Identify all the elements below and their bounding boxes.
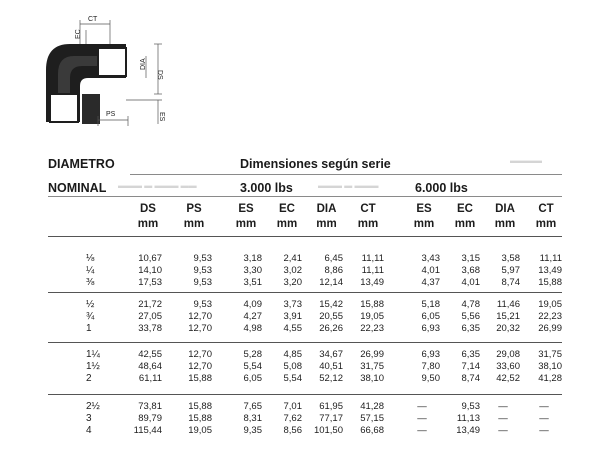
nominal-size: 3: [86, 413, 92, 424]
group-rule: [48, 394, 562, 395]
socket-right: [98, 48, 126, 76]
col-b-ec: EC mm: [454, 203, 476, 230]
nominal-heading: NOMINAL: [48, 181, 107, 195]
series-3000-value: 38,10: [360, 373, 384, 384]
ct-dimension-label: CT: [88, 16, 98, 23]
series-6000-value: 15,21: [496, 311, 520, 322]
ps-value: 12,70: [188, 361, 212, 372]
series-3000-value: 4,09: [243, 299, 262, 310]
series-3000-value: 3,02: [283, 265, 302, 276]
series-3000-value: 4,85: [283, 349, 302, 360]
series-3000-value: 40,51: [319, 361, 343, 372]
ps-value: 12,70: [188, 323, 212, 334]
series-6000-value: 38,10: [538, 361, 562, 372]
series-3000-value: 77,17: [319, 413, 343, 424]
series-3000-value: 101,50: [313, 425, 343, 436]
series-6000-value: —: [417, 413, 427, 424]
series-3000-value: 11,11: [361, 253, 384, 264]
header-rule-bottom: [48, 236, 562, 237]
ds-value: 27,05: [138, 311, 162, 322]
nominal-size: 1½: [86, 361, 100, 372]
ps-value: 15,88: [188, 373, 212, 384]
col-a-ec: EC mm: [276, 203, 298, 230]
socket-bottom: [50, 94, 78, 122]
series-3000-value: 34,67: [319, 349, 343, 360]
ds-value: 42,55: [138, 349, 162, 360]
ds-value: 115,44: [133, 425, 162, 436]
ps-value: 9,53: [193, 277, 212, 288]
series-6000-value: 41,28: [538, 373, 562, 384]
ds-value: 33,78: [138, 323, 162, 334]
series-6000-value: 31,75: [538, 349, 562, 360]
series-6000-value: 4,37: [421, 277, 440, 288]
series-6000-value: —: [498, 425, 508, 436]
series-3000-value: 9,35: [243, 425, 262, 436]
nominal-size: ⅜: [86, 277, 95, 288]
series-3000-value: 3,73: [283, 299, 302, 310]
series-3000-value: 4,27: [243, 311, 262, 322]
series-3000-value: 6,45: [324, 253, 343, 264]
col-b-ct: CT mm: [535, 203, 557, 230]
series-3000-value: 12,14: [319, 277, 343, 288]
series-3000-value: 7,01: [283, 401, 302, 412]
ds-value: 17,53: [138, 277, 162, 288]
nominal-size: ¼: [86, 265, 95, 276]
bleed-through-text: ▬▬▬ ▬ ▬▬▬ ▬▬: [118, 181, 197, 190]
nominal-size: ⅛: [86, 253, 95, 264]
series-6000-value: 15,88: [538, 277, 562, 288]
col-a-ct: CT mm: [357, 203, 379, 230]
series-6000-value: 13,49: [456, 425, 480, 436]
series-6000-value: —: [417, 401, 427, 412]
ds-value: 21,72: [138, 299, 162, 310]
nominal-size: 2: [86, 373, 92, 384]
series-6000-value: 6,05: [421, 311, 440, 322]
dia-dimension-label: DIA: [140, 58, 147, 70]
series-3000-value: 20,55: [319, 311, 343, 322]
series-3000-value: 13,49: [360, 277, 384, 288]
series-3000-value: 5,08: [283, 361, 302, 372]
bleed-through-text: ▬▬▬▬: [510, 156, 542, 165]
header-rule-top: [130, 174, 562, 175]
series-6000-value: 5,18: [421, 299, 440, 310]
series-6000-value: —: [417, 425, 427, 436]
ds-value: 73,81: [138, 401, 162, 412]
ds-value: 48,64: [138, 361, 162, 372]
header-rule-mid: [48, 196, 562, 197]
series-3000-value: 8,56: [283, 425, 302, 436]
series-3000-value: 26,99: [360, 349, 384, 360]
series-6000-value: 9,53: [461, 401, 480, 412]
series-6000-value: 11,13: [456, 413, 480, 424]
series-3000-value: 6,05: [243, 373, 262, 384]
ds-value: 14,10: [138, 265, 162, 276]
series-6000-value: —: [498, 401, 508, 412]
series-6000-heading: 6.000 lbs: [415, 181, 468, 195]
series-6000-value: 9,50: [421, 373, 440, 384]
col-ps: PS mm: [183, 203, 205, 230]
ds-value: 10,67: [138, 253, 162, 264]
ds-value: 61,11: [138, 373, 162, 384]
series-6000-value: 42,52: [496, 373, 520, 384]
series-3000-value: 3,91: [283, 311, 302, 322]
series-3000-value: 4,98: [243, 323, 262, 334]
series-3000-value: 15,42: [319, 299, 343, 310]
series-3000-value: 5,54: [283, 373, 302, 384]
series-6000-value: 6,35: [461, 349, 480, 360]
series-6000-value: 8,74: [461, 373, 480, 384]
series-3000-value: 26,26: [319, 323, 343, 334]
series-3000-value: 3,30: [243, 265, 262, 276]
series-6000-value: 19,05: [538, 299, 562, 310]
series-3000-heading: 3.000 lbs: [240, 181, 293, 195]
series-6000-value: —: [539, 401, 549, 412]
series-3000-value: 11,11: [361, 265, 384, 276]
elbow-fitting-diagram: [36, 4, 186, 129]
series-3000-value: 52,12: [319, 373, 343, 384]
series-6000-value: —: [498, 413, 508, 424]
ps-value: 9,53: [193, 253, 212, 264]
series-6000-value: 13,49: [538, 265, 562, 276]
series-3000-value: 3,20: [283, 277, 302, 288]
series-3000-value: 7,62: [283, 413, 302, 424]
series-3000-value: 66,68: [360, 425, 384, 436]
series-6000-value: 4,78: [461, 299, 480, 310]
col-ds: DS mm: [137, 203, 159, 230]
series-6000-value: 11,46: [496, 299, 520, 310]
es-dimension-label: ES: [158, 112, 165, 122]
series-3000-value: 7,65: [243, 401, 262, 412]
series-3000-value: 19,05: [360, 311, 384, 322]
series-6000-value: 4,01: [461, 277, 480, 288]
series-6000-value: 5,97: [501, 265, 520, 276]
series-3000-value: 5,28: [243, 349, 262, 360]
nominal-size: ¾: [86, 311, 95, 322]
col-a-es: ES mm: [235, 203, 257, 230]
series-6000-value: 3,15: [461, 253, 480, 264]
ps-value: 9,53: [193, 299, 212, 310]
ec-dimension-label: EC: [75, 29, 82, 39]
ps-value: 12,70: [188, 311, 212, 322]
ds-value: 89,79: [138, 413, 162, 424]
series-6000-value: 5,56: [461, 311, 480, 322]
ps-value: 15,88: [188, 413, 212, 424]
series-6000-value: 3,68: [461, 265, 480, 276]
diametro-heading: DIAMETRO: [48, 157, 115, 171]
series-6000-value: 7,80: [421, 361, 440, 372]
series-6000-value: 33,60: [496, 361, 520, 372]
ds-dimension-label: DS: [156, 70, 163, 80]
series-6000-value: 3,58: [501, 253, 520, 264]
series-3000-value: 61,95: [319, 401, 343, 412]
series-3000-value: 4,55: [283, 323, 302, 334]
series-6000-value: 26,99: [538, 323, 562, 334]
ps-value: 12,70: [188, 349, 212, 360]
series-3000-value: 15,88: [360, 299, 384, 310]
nominal-size: 1¼: [86, 349, 100, 360]
series-3000-value: 3,51: [243, 277, 262, 288]
series-6000-value: 4,01: [421, 265, 440, 276]
pipe-stub: [82, 94, 100, 124]
ps-value: 9,53: [193, 265, 212, 276]
dimensiones-heading: Dimensiones según serie: [240, 157, 391, 171]
bleed-through-text: ▬▬▬ ▬ ▬▬▬: [318, 181, 379, 190]
series-3000-value: 5,54: [243, 361, 262, 372]
series-6000-value: 3,43: [421, 253, 440, 264]
group-rule: [48, 292, 562, 293]
col-b-dia: DIA mm: [494, 203, 516, 230]
series-6000-value: 29,08: [496, 349, 520, 360]
series-3000-value: 31,75: [360, 361, 384, 372]
series-6000-value: 8,74: [501, 277, 520, 288]
nominal-size: 2½: [86, 401, 100, 412]
series-6000-value: 6,35: [461, 323, 480, 334]
series-3000-value: 8,31: [243, 413, 262, 424]
series-3000-value: 22,23: [360, 323, 384, 334]
nominal-size: ½: [86, 299, 95, 310]
ps-dimension-label: PS: [106, 111, 116, 118]
nominal-size: 4: [86, 425, 92, 436]
series-3000-value: 41,28: [360, 401, 384, 412]
ps-value: 19,05: [188, 425, 212, 436]
series-3000-value: 3,18: [243, 253, 262, 264]
series-6000-value: 6,93: [421, 349, 440, 360]
col-b-es: ES mm: [413, 203, 435, 230]
series-6000-value: 7,14: [461, 361, 480, 372]
series-6000-value: —: [539, 413, 549, 424]
col-a-dia: DIA mm: [316, 203, 337, 230]
series-6000-value: 6,93: [421, 323, 440, 334]
series-6000-value: —: [539, 425, 549, 436]
nominal-size: 1: [86, 323, 92, 334]
series-3000-value: 57,15: [360, 413, 384, 424]
series-3000-value: 2,41: [283, 253, 302, 264]
series-6000-value: 11,11: [539, 253, 562, 264]
group-rule: [48, 342, 562, 343]
series-6000-value: 20,32: [496, 323, 520, 334]
series-6000-value: 22,23: [538, 311, 562, 322]
series-3000-value: 8,86: [324, 265, 343, 276]
ps-value: 15,88: [188, 401, 212, 412]
